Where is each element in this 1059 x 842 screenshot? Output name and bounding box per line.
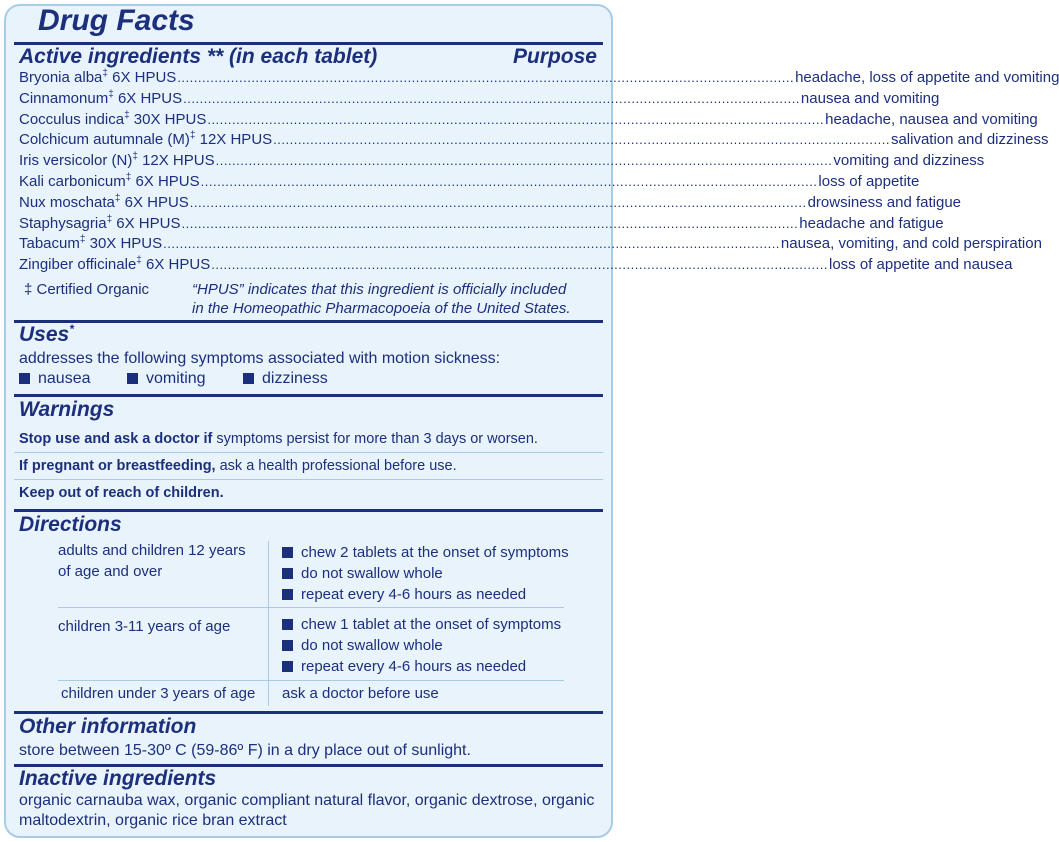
ingredient-purpose: headache, nausea and vomiting: [825, 110, 1038, 128]
leader-dots: ......................................................................................................................................................: [273, 132, 890, 148]
ingredient-row: [19, 88, 940, 111]
warnings-rule: [14, 394, 603, 397]
uses-heading: Uses*: [19, 322, 74, 346]
directions-item: repeat every 4-6 hours as needed: [282, 584, 569, 605]
leader-dots: ......................................................................................................................................................: [211, 257, 828, 273]
active-ingredients-heading: Active ingredients ** (in each tablet): [19, 45, 378, 68]
certified-organic-note: ‡ Certified Organic: [24, 281, 150, 298]
other-info-rule: [14, 711, 603, 714]
ingredient-purpose: drowsiness and fatigue: [807, 193, 962, 211]
directions-rule: [14, 509, 603, 512]
ingredient-row: [19, 213, 944, 236]
warning-divider: [14, 452, 603, 453]
leader-dots: ......................................................................................................................................................: [177, 70, 795, 85]
ingredient-purpose: salivation and dizziness: [890, 131, 1049, 149]
warnings-heading: Warnings: [19, 398, 115, 421]
ingredient-purpose: headache and fatigue: [799, 214, 944, 232]
ingredient-row: [19, 234, 1042, 256]
leader-dots: ......................................................................................................................................................: [181, 215, 799, 231]
uses-symptom-dizziness: dizziness: [243, 370, 328, 388]
bullet-square-icon: [282, 619, 293, 630]
warning-pregnant: If pregnant or breastfeeding, ask a health professional before use.: [19, 458, 457, 474]
ingredient-purpose: nausea, vomiting, and cold perspiration: [780, 235, 1042, 253]
ingredient-purpose: vomiting and dizziness: [833, 152, 985, 170]
directions-heading: Directions: [19, 513, 122, 536]
leader-dots: ......................................................................................................................................................: [215, 153, 833, 169]
bullet-square-icon: [282, 640, 293, 651]
uses-text: addresses the following symptoms associated with motion sickness:: [19, 350, 501, 367]
bullet-square-icon: [282, 589, 293, 600]
ingredient-row: [19, 255, 1013, 277]
directions-item: do not swallow whole: [282, 635, 561, 656]
ingredient-purpose: nausea and vomiting: [800, 89, 940, 107]
ingredient-name: Cocculus indica‡ 30X HPUS: [19, 109, 207, 128]
leader-dots: ......................................................................................................................................................: [189, 194, 807, 210]
bullet-square-icon: [19, 373, 30, 384]
hpus-note-line1: “HPUS” indicates that this ingredient is officially included: [192, 281, 567, 298]
ingredient-name: Bryonia alba‡ 6X HPUS: [19, 68, 177, 86]
ingredient-row: [19, 109, 1038, 132]
directions-age-under3: children under 3 years of age: [61, 685, 256, 702]
uses-asterisk: *: [69, 322, 74, 336]
directions-item: chew 2 tablets at the onset of symptoms: [282, 542, 569, 563]
directions-row-divider: [58, 607, 564, 608]
warning-keep-away: Keep out of reach of children.: [19, 485, 224, 501]
bullet-square-icon: [282, 661, 293, 672]
directions-column-divider: [268, 541, 269, 706]
directions-item: repeat every 4-6 hours as needed: [282, 656, 561, 677]
uses-rule: [14, 320, 603, 323]
ingredient-name: Colchicum autumnale (M)‡ 12X HPUS: [19, 130, 273, 149]
ingredient-row: [19, 192, 962, 215]
inactive-heading: Inactive ingredients: [19, 767, 217, 790]
ingredient-name: Nux moschata‡ 6X HPUS: [19, 192, 189, 211]
ingredient-name: Kali carbonicum‡ 6X HPUS: [19, 172, 200, 190]
leader-dots: ......................................................................................................................................................: [207, 111, 825, 127]
ingredient-purpose: loss of appetite: [818, 173, 920, 190]
ingredient-purpose: headache, loss of appetite and vomiting: [795, 69, 1059, 86]
ingredient-purpose: loss of appetite and nausea: [829, 256, 1013, 274]
other-info-heading: Other information: [19, 715, 197, 738]
bullet-square-icon: [243, 373, 254, 384]
directions-under3-text: ask a doctor before use: [282, 685, 439, 702]
purpose-heading: Purpose: [512, 45, 597, 68]
directions-item: chew 1 tablet at the onset of symptoms: [282, 614, 561, 635]
directions-age-children: children 3-11 years of age: [58, 618, 231, 635]
leader-dots: ......................................................................................................................................................: [163, 236, 780, 252]
ingredient-row: [19, 68, 1059, 90]
bullet-square-icon: [282, 568, 293, 579]
directions-adults-list: [282, 542, 569, 605]
ingredient-name: Zingiber officinale‡ 6X HPUS: [19, 255, 211, 274]
directions-row-divider: [58, 680, 564, 681]
ingredient-row: [19, 172, 920, 194]
warning-stop-use: Stop use and ask a doctor if symptoms persist for more than 3 days or worsen.: [19, 431, 538, 447]
other-info-text: store between 15-30º C (59-86º F) in a dry place out of sunlight.: [19, 742, 471, 759]
warning-divider: [14, 479, 603, 480]
ingredient-name: Staphysagria‡ 6X HPUS: [19, 213, 181, 232]
hpus-note-line2: in the Homeopathic Pharmacopoeia of the United States.: [192, 300, 571, 317]
leader-dots: ......................................................................................................................................................: [200, 174, 818, 189]
bullet-square-icon: [127, 373, 138, 384]
directions-age-adults: adults and children 12 years of age and over: [58, 542, 246, 580]
bullet-square-icon: [282, 547, 293, 558]
directions-item: do not swallow whole: [282, 563, 569, 584]
inactive-line1: organic carnauba wax, organic compliant natural flavor, organic dextrose, organic: [19, 792, 595, 809]
ingredient-name: Tabacum‡ 30X HPUS: [19, 234, 163, 253]
inactive-line2: maltodextrin, organic rice bran extract: [19, 812, 287, 829]
ingredient-name: Cinnamonum‡ 6X HPUS: [19, 88, 183, 107]
leader-dots: ......................................................................................................................................................: [183, 90, 800, 106]
uses-symptom-nausea: nausea: [19, 370, 91, 388]
drug-facts-title: Drug Facts: [38, 4, 195, 37]
uses-symptom-vomiting: vomiting: [127, 370, 206, 388]
directions-children-list: [282, 614, 561, 677]
ingredient-row: [19, 151, 985, 173]
ingredient-name: Iris versicolor (N)‡ 12X HPUS: [19, 151, 215, 170]
ingredient-row: [19, 130, 1049, 152]
